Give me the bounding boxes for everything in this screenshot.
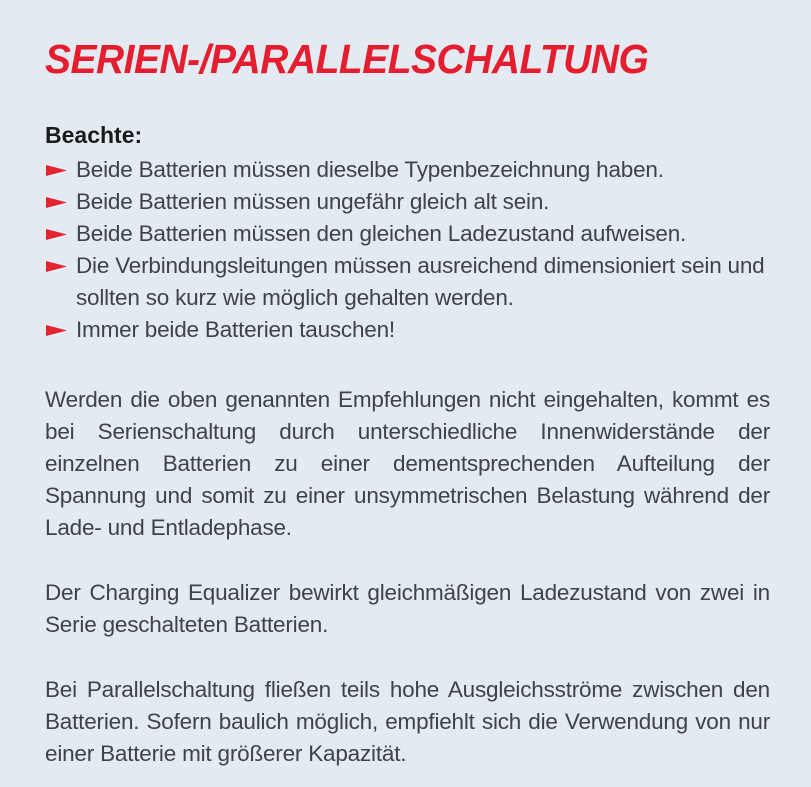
paragraph-parallel-circuit: Bei Parallelschaltung fließen teils hohe Ausgleichsströme zwischen den Batterien. Sofern baulich möglich, empfiehlt sich die Verwendung von nur einer Batterie mit größerer Kapazität.: [45, 677, 770, 766]
page-title: SERIEN-/PARALLELSCHALTUNG: [45, 36, 649, 82]
arrow-right-icon: [46, 197, 67, 208]
note-bullet-list: [45, 154, 770, 346]
list-item: [45, 154, 770, 186]
bullet-text: Beide Batterien müssen den gleichen Ladezustand aufweisen.: [76, 221, 687, 246]
bullet-text: Immer beide Batterien tauschen!: [76, 317, 395, 342]
arrow-right-icon: [46, 229, 67, 240]
list-item: [45, 186, 770, 218]
bullet-text: Beide Batterien müssen dieselbe Typenbezeichnung haben.: [76, 157, 664, 182]
note-heading: Beachte:: [45, 122, 143, 148]
bullet-text: Die Verbindungsleitungen müssen ausreichend dimensioniert sein und sollten so kurz wie möglich gehalten werden.: [76, 253, 765, 310]
bullet-text: Beide Batterien müssen ungefähr gleich alt sein.: [76, 189, 550, 214]
arrow-right-icon: [46, 325, 67, 336]
list-item: [45, 314, 770, 346]
arrow-right-icon: [46, 165, 67, 176]
list-item: [45, 250, 770, 314]
arrow-right-icon: [46, 261, 67, 272]
list-item: [45, 218, 770, 250]
paragraph-series-warning: Werden die oben genannten Empfehlungen nicht eingehalten, kommt es bei Serienschaltung durch unterschiedliche Innenwiderstände der einzelnen Batterien zu einer dementsprechenden Aufteilung der Spannung und somit zu einer unsymmetrischen Belastung während der Lade- und Entladephase.: [45, 387, 770, 540]
paragraph-charging-equalizer: Der Charging Equalizer bewirkt gleichmäßigen Ladezustand von zwei in Serie geschalteten Batterien.: [45, 580, 770, 637]
